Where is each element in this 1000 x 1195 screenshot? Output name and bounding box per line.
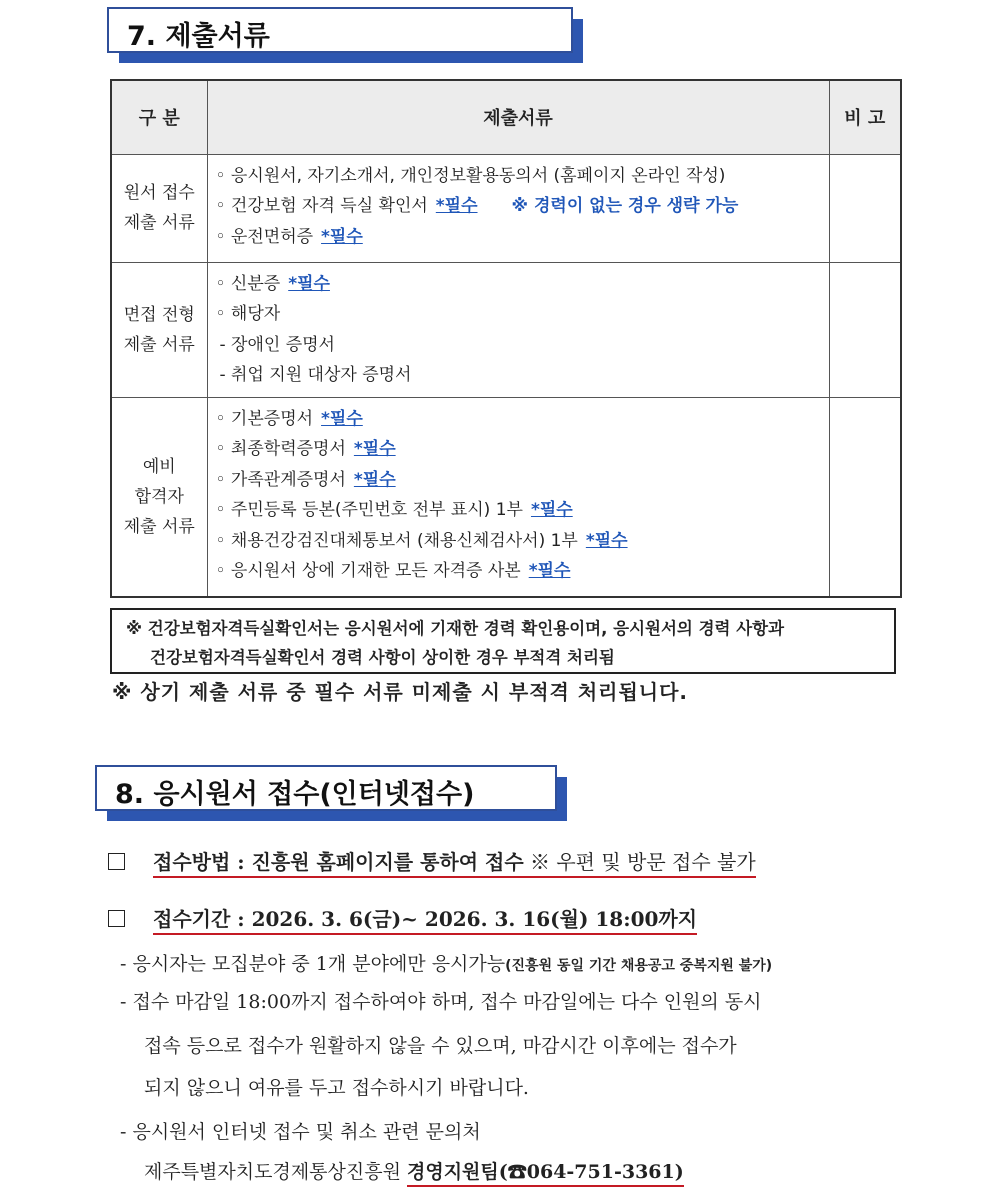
contact-org: 제주특별자치도경제통상진흥원 bbox=[144, 1161, 407, 1183]
list-item: ◦ 해당자 bbox=[215, 304, 281, 324]
bullet-2-line-3: 되지 않으니 여유를 두고 접수하시기 바랍니다. bbox=[144, 1077, 529, 1099]
required-mark: *필수 bbox=[528, 561, 571, 581]
note-cell bbox=[829, 262, 901, 397]
header-category: 구 분 bbox=[111, 80, 207, 154]
warning-note: ※ 경력이 없는 경우 생략 가능 bbox=[511, 196, 739, 216]
category-cell bbox=[111, 154, 207, 262]
bullet-2-line-2: 접속 등으로 접수가 원활하지 않을 수 있으며, 마감시간 이후에는 접수가 bbox=[144, 1035, 737, 1057]
items-cell bbox=[207, 397, 829, 597]
notice-box bbox=[110, 608, 896, 674]
list-item: - 장애인 증명서 bbox=[219, 334, 335, 355]
category-line: 합격자 bbox=[134, 486, 184, 507]
section-7-title: 7. 제출서류 bbox=[127, 21, 270, 52]
category-cell bbox=[111, 262, 207, 397]
notice-box-line-2: 건강보험자격득실확인서 경력 사항이 상이한 경우 부적격 처리됨 bbox=[150, 648, 615, 667]
bullet-3-line-1: - 응시원서 인터넷 접수 및 취소 관련 문의처 bbox=[120, 1121, 481, 1143]
category-cell bbox=[111, 397, 207, 597]
method-row bbox=[108, 846, 756, 875]
list-item: - 취업 지원 대상자 증명서 bbox=[219, 365, 412, 385]
documents-table bbox=[110, 79, 902, 598]
table-row-interview bbox=[111, 262, 901, 397]
checkbox-icon bbox=[108, 910, 125, 927]
category-line: 제출 서류 bbox=[123, 213, 195, 233]
header-documents: 제출서류 bbox=[207, 80, 829, 154]
note-cell bbox=[829, 397, 901, 597]
required-mark: *필수 bbox=[321, 226, 363, 247]
list-item: ◦ 건강보험 자격 득실 확인서 *필수 ※ 경력이 없는 경우 생략 가능 bbox=[215, 196, 739, 216]
bullet-1-small: (진흥원 동일 기간 채용공고 중복지원 불가) bbox=[505, 958, 773, 974]
section-8-title: 8. 응시원서 접수(인터넷접수) bbox=[115, 779, 475, 810]
required-mark: *필수 bbox=[585, 530, 628, 551]
category-line: 제출 서류 bbox=[123, 334, 195, 355]
list-item: ◦ 운전면허증 *필수 bbox=[215, 226, 363, 247]
required-mark: *필수 bbox=[353, 469, 396, 490]
method-label: 접수방법 : 진흥원 홈페이지를 통하여 접수 bbox=[153, 850, 524, 874]
required-mark: *필수 bbox=[288, 273, 330, 294]
category-line: 원서 접수 bbox=[123, 183, 195, 203]
period-label: 접수기간 : 2026. 3. 6(금)~ 2026. 3. 16(월) 18:00까지 bbox=[153, 907, 697, 935]
table-row-preliminary bbox=[111, 397, 901, 597]
section-7-header-box bbox=[107, 7, 573, 53]
list-item: ◦ 기본증명서 *필수 bbox=[215, 408, 363, 429]
checkbox-icon bbox=[108, 853, 125, 870]
category-line: 제출 서류 bbox=[123, 516, 195, 537]
list-item: ◦ 응시원서 상에 기재한 모든 자격증 사본 *필수 bbox=[215, 561, 571, 581]
list-item: ◦ 최종학력증명서 *필수 bbox=[215, 439, 396, 459]
list-item: ◦ 신분증 *필수 bbox=[215, 273, 330, 294]
contact-team: 경영지원팀(☎064-751-3361) bbox=[407, 1161, 684, 1187]
items-cell bbox=[207, 154, 829, 262]
required-mark: *필수 bbox=[321, 408, 363, 429]
bullet-2-line-1: - 접수 마감일 18:00까지 접수하여야 하며, 접수 마감일에는 다수 인원의 동시 bbox=[120, 991, 762, 1013]
list-item: ◦ 가족관계증명서 *필수 bbox=[215, 469, 396, 490]
submission-notice: ※ 상기 제출 서류 중 필수 서류 미제출 시 부적격 처리됩니다. bbox=[112, 680, 689, 704]
required-mark: *필수 bbox=[353, 439, 396, 459]
section-8-header bbox=[95, 765, 557, 811]
bullet-3-line-2 bbox=[144, 1150, 684, 1194]
list-item: ◦ 주민등록 등본(주민번호 전부 표시) 1부 *필수 bbox=[215, 500, 573, 520]
list-item: ◦ 응시원서, 자기소개서, 개인정보활용동의서 (홈페이지 온라인 작성) bbox=[215, 165, 726, 186]
table-header-row bbox=[111, 80, 901, 154]
category-line: 예비 bbox=[142, 456, 176, 477]
section-8-header-box bbox=[95, 765, 557, 811]
notice-box-line-1: ※ 건강보험자격득실확인서는 응시원서에 기재한 경력 확인용이며, 응시원서의 경력 사항과 bbox=[126, 619, 785, 638]
note-cell bbox=[829, 154, 901, 262]
category-line: 면접 전형 bbox=[123, 304, 195, 325]
bullet-1-text: - 응시자는 모집분야 중 1개 분야에만 응시가능 bbox=[120, 953, 506, 975]
header-note: 비 고 bbox=[829, 80, 901, 154]
method-extra: ※ 우편 및 방문 접수 불가 bbox=[523, 850, 756, 874]
list-item: ◦ 채용건강검진대체통보서 (채용신체검사서) 1부 *필수 bbox=[215, 530, 628, 551]
period-row bbox=[108, 903, 697, 932]
table-row-application bbox=[111, 154, 901, 262]
section-7-header bbox=[107, 7, 573, 53]
required-mark: *필수 bbox=[435, 196, 478, 216]
items-cell bbox=[207, 262, 829, 397]
required-mark: *필수 bbox=[530, 500, 573, 520]
